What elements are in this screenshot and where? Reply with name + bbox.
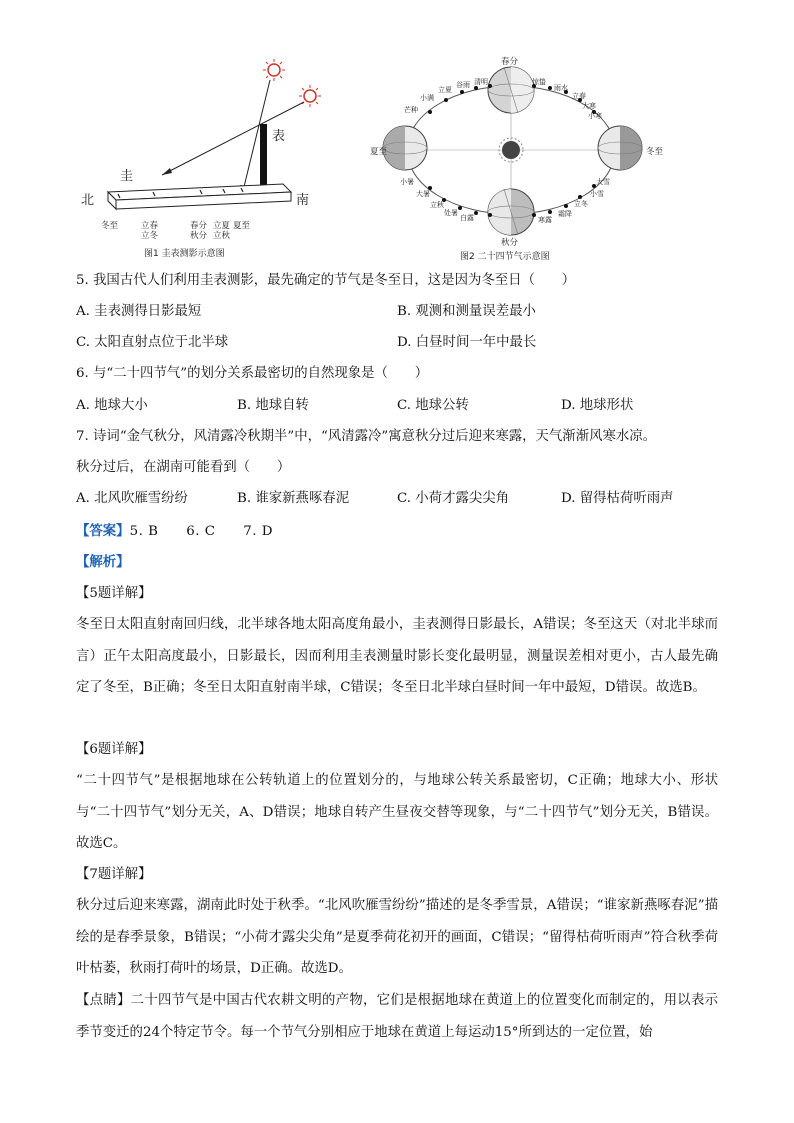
answer-line bbox=[76, 521, 273, 542]
q7-option-b: B. 谁家新燕啄春泥 bbox=[237, 491, 350, 506]
question-6-stem: 6. 与“二十四节气”的划分关系最密切的自然现象是（ ） bbox=[76, 366, 429, 381]
term-label: 清明 bbox=[474, 78, 488, 86]
term-label: 雨水 bbox=[554, 84, 568, 92]
term-label: 处暑 bbox=[444, 209, 458, 217]
answer-label: 【答案】 bbox=[76, 523, 130, 539]
earth-summer-icon bbox=[383, 126, 427, 170]
q6-option-a: A. 地球大小 bbox=[76, 398, 148, 413]
winter-label: 冬至 bbox=[646, 147, 664, 157]
analysis-line bbox=[76, 552, 130, 573]
detail6-label: 【6题详解】 bbox=[76, 742, 152, 757]
term-label: 白露 bbox=[460, 214, 474, 222]
term-label: 大暑 bbox=[416, 190, 430, 198]
comment-paragraph bbox=[76, 985, 718, 1048]
biao-label: 表 bbox=[272, 129, 286, 144]
term-label: 大寒 bbox=[582, 102, 596, 110]
term-label: 惊蛰 bbox=[532, 78, 546, 86]
q6-option-d: D. 地球形状 bbox=[561, 398, 634, 413]
tick-label: 立春 bbox=[141, 221, 159, 231]
figure1-caption: 图1 圭表测影示意图 bbox=[144, 249, 225, 259]
detail7-paragraph: 秋分过后迎来寒露，湖南此时处于秋季。“北风吹雁雪纷纷”描述的是冬季雪景，A错误；“谁家新燕啄春泥”描绘的是春季景象，B错误；“小荷才露尖尖角”是夏季荷花初开的画面，C错误；“留得枯荷听雨声”符合秋季荷叶枯萎，秋雨打荷叶的场景，D正确。故选D。 bbox=[76, 898, 718, 976]
question-7-stem-line1: 7. 诗词“金气秋分，风清露冷秋期半”中，“风清露冷”寓意秋分过后迎来寒露，天气渐渐风寒水凉。 bbox=[76, 429, 657, 444]
autumn-label: 秋分 bbox=[501, 238, 519, 248]
question-7-stem-line2: 秋分过后，在湖南可能看到（ ） bbox=[76, 460, 291, 475]
tick-label: 立夏 bbox=[213, 221, 231, 231]
q5-option-a: A. 圭表测得日影最短 bbox=[76, 304, 202, 319]
term-label: 小暑 bbox=[400, 178, 414, 186]
earth-autumn-icon bbox=[488, 189, 534, 235]
term-label: 立秋 bbox=[430, 201, 444, 209]
comment-text: 二十四节气是中国古代农耕文明的产物，它们是根据地球在黄道上的位置变化而制定的，用以表示季节变迁的24个特定节令。每一个节气分别相应于地球在黄道上每运动15°所到达的一定位置，始 bbox=[76, 993, 719, 1040]
term-label: 大雪 bbox=[596, 178, 610, 186]
tick-label: 秋分 bbox=[190, 231, 208, 241]
sun-high-icon bbox=[263, 59, 285, 81]
q6-option-b: B. 地球自转 bbox=[237, 398, 309, 413]
q5-option-d: D. 白昼时间一年中最长 bbox=[397, 335, 537, 350]
detail6-heading bbox=[76, 740, 151, 760]
summer-label: 夏至 bbox=[370, 147, 388, 157]
q5-option-b: B. 观测和测量误差最小 bbox=[397, 304, 536, 319]
analysis-label: 【解析】 bbox=[76, 554, 130, 570]
solar-terms-diagram bbox=[368, 50, 708, 265]
comment-label: 【点睛】 bbox=[76, 993, 131, 1008]
sun-low-icon bbox=[299, 85, 321, 107]
earth-winter-icon bbox=[598, 126, 642, 170]
term-label: 立春 bbox=[572, 92, 586, 100]
gui-label: 圭 bbox=[120, 169, 134, 184]
tick-label: 夏至 bbox=[233, 221, 251, 231]
tick-label: 春分 bbox=[190, 221, 208, 231]
figure-gnomon bbox=[78, 58, 328, 263]
tick-label: 冬至 bbox=[101, 221, 119, 231]
term-label: 霜降 bbox=[558, 210, 572, 218]
detail7-heading bbox=[76, 865, 151, 885]
answer-text: 5. B 6. C 7. D bbox=[129, 524, 274, 539]
figure2-caption: 图2 二十四节气示意图 bbox=[460, 252, 550, 262]
south-label: 南 bbox=[296, 193, 310, 208]
north-label: 北 bbox=[81, 193, 95, 208]
q7-option-d: D. 留得枯荷听雨声 bbox=[561, 491, 674, 506]
sun-icon bbox=[499, 138, 523, 162]
q7-option-a: A. 北风吹雁雪纷纷 bbox=[76, 491, 188, 506]
gnomon-diagram bbox=[78, 58, 328, 263]
q5-option-c: C. 太阳直射点位于北半球 bbox=[76, 335, 229, 350]
figure-solar-terms bbox=[368, 50, 708, 265]
detail6-paragraph: “二十四节气”是根据地球在公转轨道上的位置划分的，与地球公转关系最密切，C正确；地球大小、形状与“二十四节气”划分无关，A、D错误；地球自转产生昼夜交替等现象，与“二十四节气”划分无关，B错误。故选C。 bbox=[76, 773, 718, 851]
term-label: 立夏 bbox=[438, 86, 452, 94]
detail5-label: 【5题详解】 bbox=[76, 586, 152, 601]
earth-spring-icon bbox=[488, 67, 534, 113]
term-label: 小雪 bbox=[590, 190, 604, 198]
detail5-heading bbox=[76, 584, 151, 604]
term-label: 小满 bbox=[420, 94, 434, 102]
tick-label: 立秋 bbox=[213, 231, 231, 241]
q6-option-c: C. 地球公转 bbox=[397, 398, 469, 413]
q7-option-c: C. 小荷才露尖尖角 bbox=[397, 491, 510, 506]
term-label: 小寒 bbox=[588, 112, 602, 120]
spring-label: 春分 bbox=[501, 57, 519, 67]
question-5-stem: 5. 我国古代人们利用圭表测影，最先确定的节气是冬至日，这是因为冬至日（ ） bbox=[76, 273, 576, 288]
term-label: 立冬 bbox=[574, 200, 588, 208]
detail5-paragraph: 冬至日太阳直射南回归线，北半球各地太阳高度角最小，圭表测得日影最长，A错误；冬至这天（对北半球而言）正午太阳高度最小，日影最长，因而利用圭表测量时影长变化最明显，测量误差相对更小，古人最先确定了冬至，B正确；冬至日太阳直射南半球，C错误；冬至日北半球白昼时间一年中最短，D错误。故选B。 bbox=[76, 617, 718, 695]
term-label: 谷雨 bbox=[456, 81, 470, 89]
term-label: 芒种 bbox=[404, 106, 418, 114]
detail7-label: 【7题详解】 bbox=[76, 867, 152, 882]
tick-label: 立冬 bbox=[141, 231, 159, 241]
term-label: 寒露 bbox=[538, 216, 552, 224]
